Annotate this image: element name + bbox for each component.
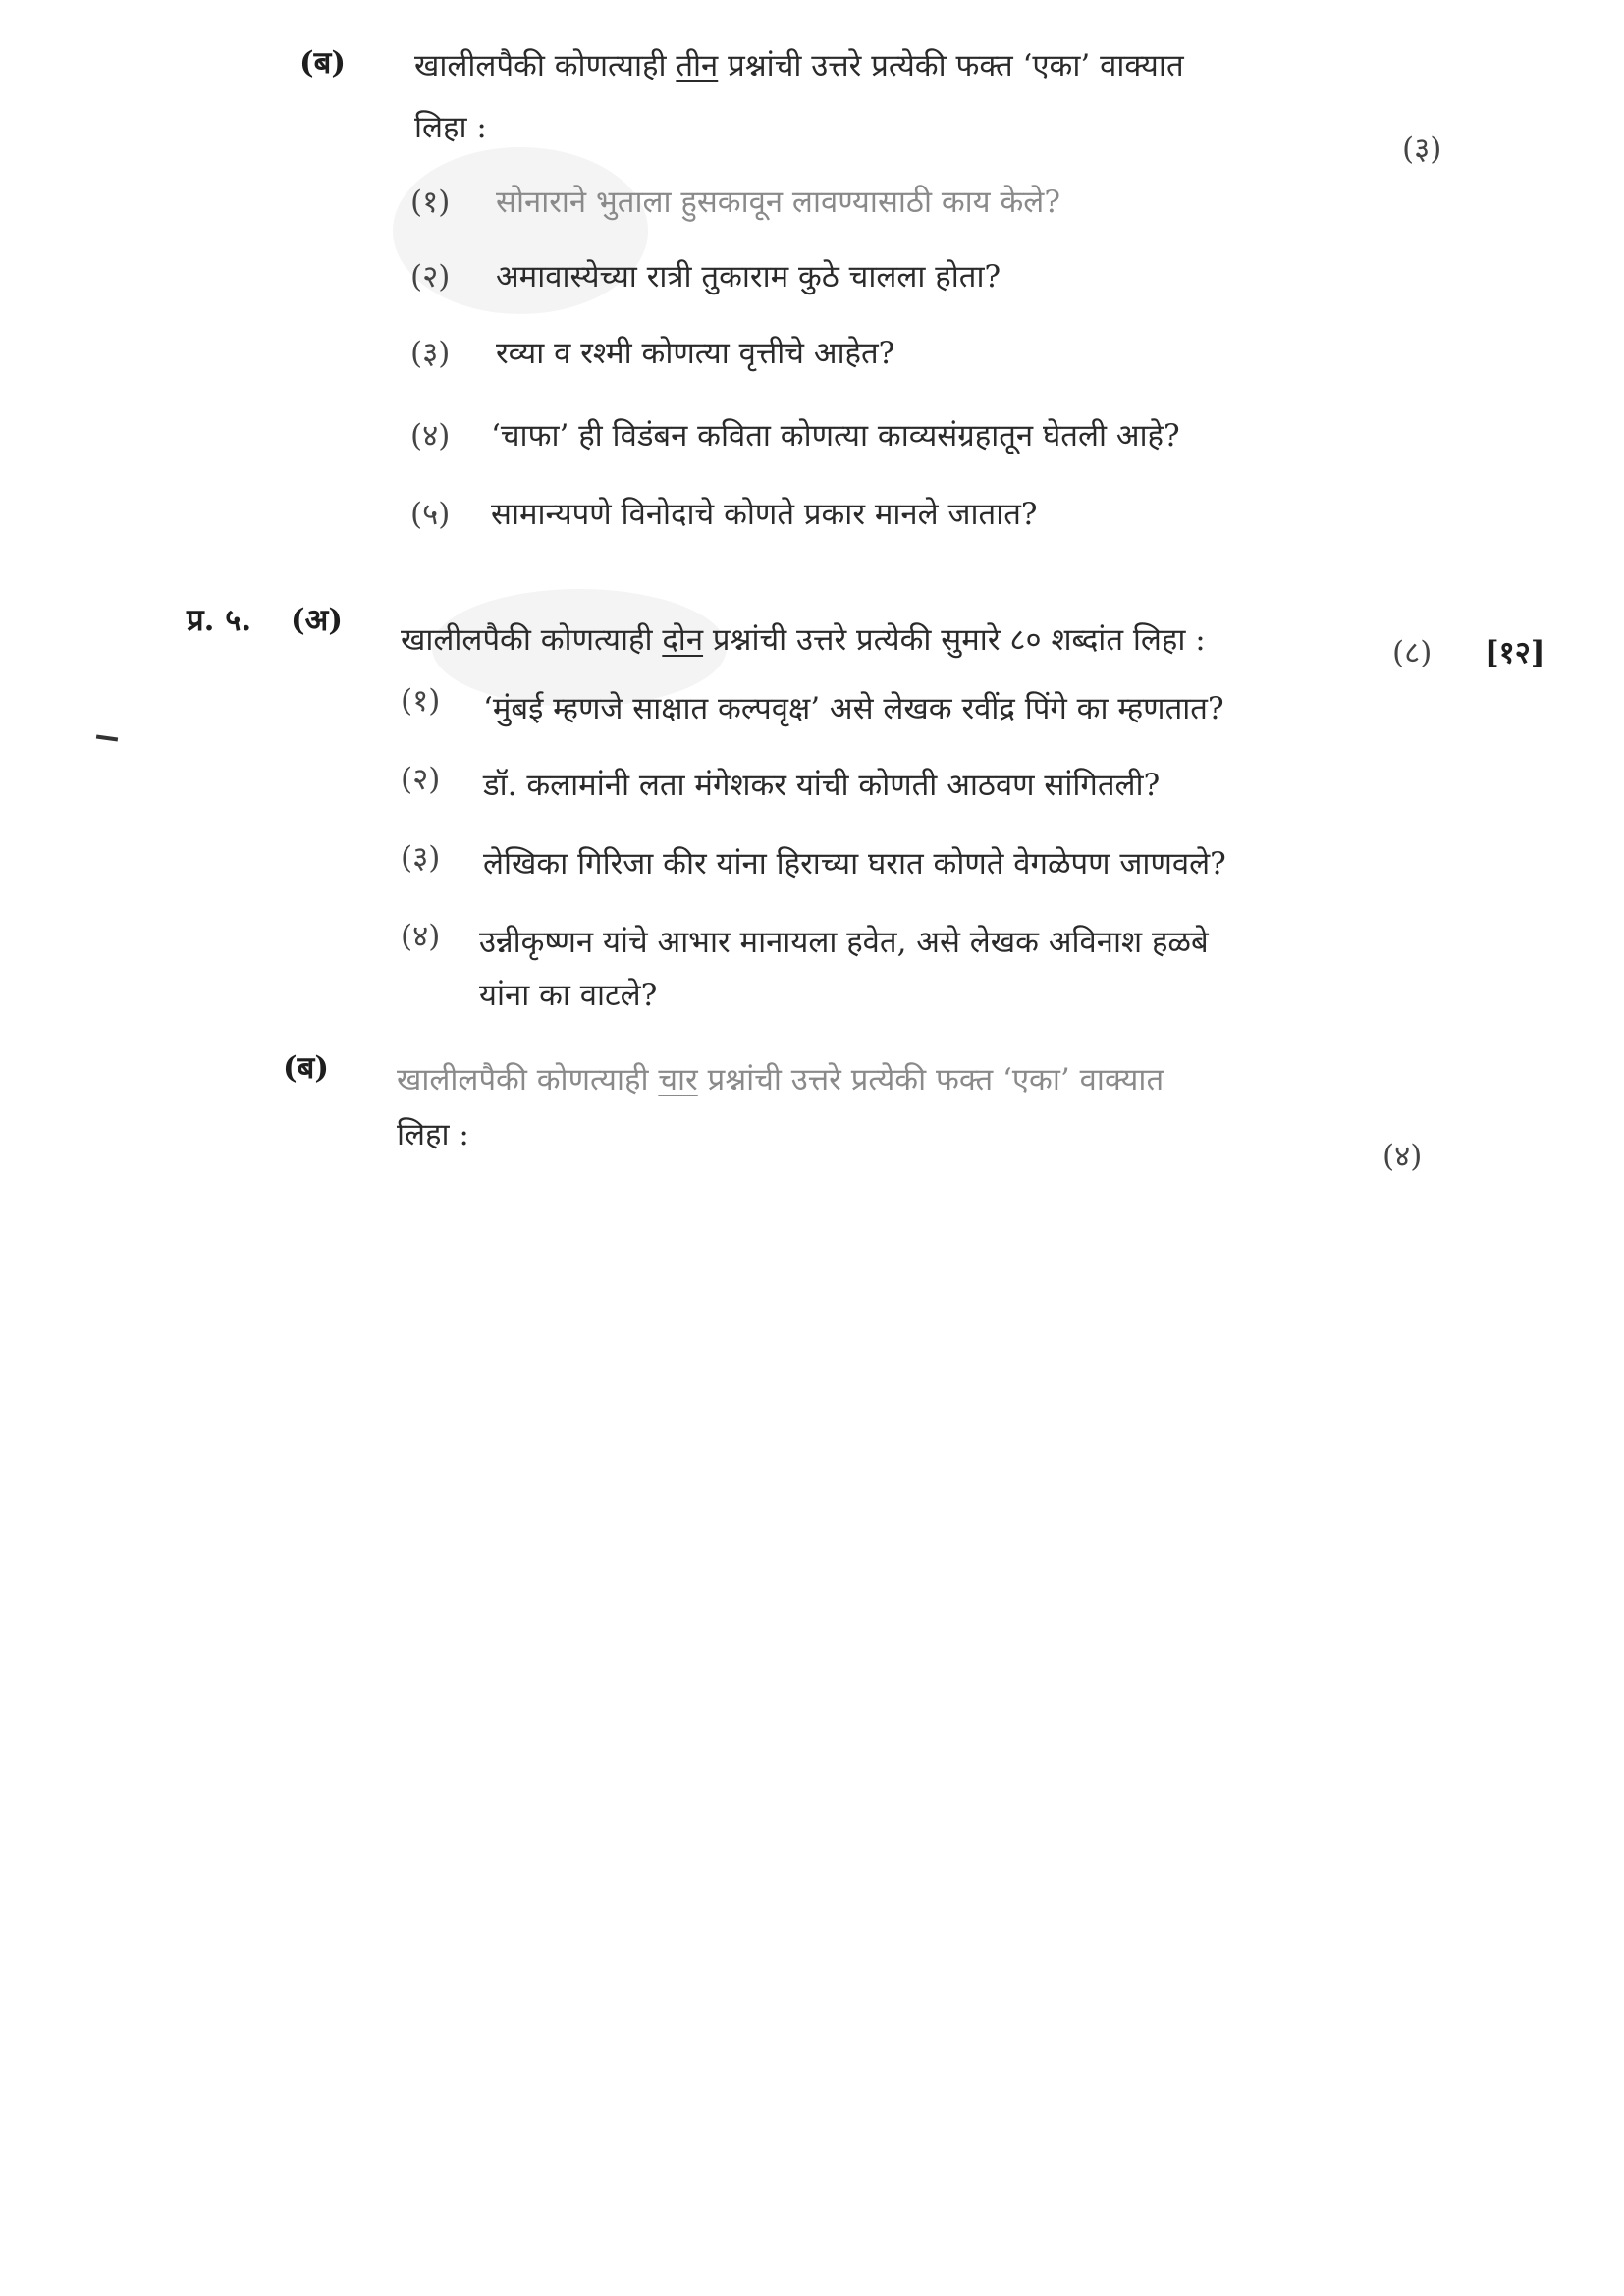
question-item: अमावास्येच्या रात्री तुकाराम कुठे चालला होता?: [496, 259, 1001, 294]
section-label: (ब): [283, 1050, 330, 1086]
section-instruction-line2: लिहा :: [397, 1117, 469, 1152]
item-number: (१): [410, 185, 451, 220]
question-item: लेखिका गिरिजा कीर यांना हिराच्या घरात कोणते वेगळेपण जाणवले?: [483, 846, 1226, 881]
item-number: (४): [401, 919, 441, 954]
question-number: प्र. ५.: [187, 603, 252, 638]
item-number: (२): [401, 762, 441, 797]
question-item: सोनाराने भुताला हुसकावून लावण्यासाठी काय केले?: [496, 185, 1060, 220]
total-marks: [१२]: [1485, 635, 1545, 670]
section-label: (ब): [299, 45, 347, 80]
item-number: (३): [410, 336, 451, 371]
question-item-line2: यांना का वाटले?: [479, 978, 658, 1013]
question-item: डॉ. कलामांनी लता मंगेशकर यांची कोणती आठवण सांगितली?: [483, 768, 1161, 803]
pen-mark: [96, 734, 118, 741]
section-instruction: खालीलपैकी कोणत्याही तीन प्रश्नांची उत्तरे प्रत्येकी फक्त ‘एका’ वाक्यात: [414, 48, 1184, 83]
question-item: ‘चाफा’ ही विडंबन कविता कोणत्या काव्यसंग्रहातून घेतली आहे?: [491, 418, 1180, 454]
section-label: (अ): [291, 603, 344, 638]
marks: (४): [1382, 1139, 1423, 1174]
item-number: (५): [410, 497, 451, 532]
item-number: (१): [401, 683, 441, 719]
question-item: सामान्यपणे विनोदाचे कोणते प्रकार मानले जातात?: [491, 497, 1038, 532]
item-number: (३): [401, 840, 441, 876]
marks: (८): [1392, 635, 1433, 670]
question-item: ‘मुंबई म्हणजे साक्षात कल्पवृक्ष’ असे लेखक रवींद्र पिंगे का म्हणतात?: [483, 691, 1224, 726]
marks: (३): [1402, 132, 1442, 167]
question-item: रव्या व रश्मी कोणत्या वृत्तीचे आहेत?: [496, 336, 895, 371]
section-instruction: खालीलपैकी कोणत्याही दोन प्रश्नांची उत्तरे प्रत्येकी सुमारे ८० शब्दांत लिहा :: [401, 622, 1206, 658]
section-instruction-line2: लिहा :: [414, 110, 487, 145]
item-number: (४): [410, 418, 451, 454]
item-number: (२): [410, 259, 451, 294]
section-instruction: खालीलपैकी कोणत्याही चार प्रश्नांची उत्तरे प्रत्येकी फक्त ‘एका’ वाक्यात: [397, 1062, 1164, 1097]
question-item: उन्नीकृष्णन यांचे आभार मानायला हवेत, असे लेखक अविनाश हळबे: [479, 925, 1209, 960]
